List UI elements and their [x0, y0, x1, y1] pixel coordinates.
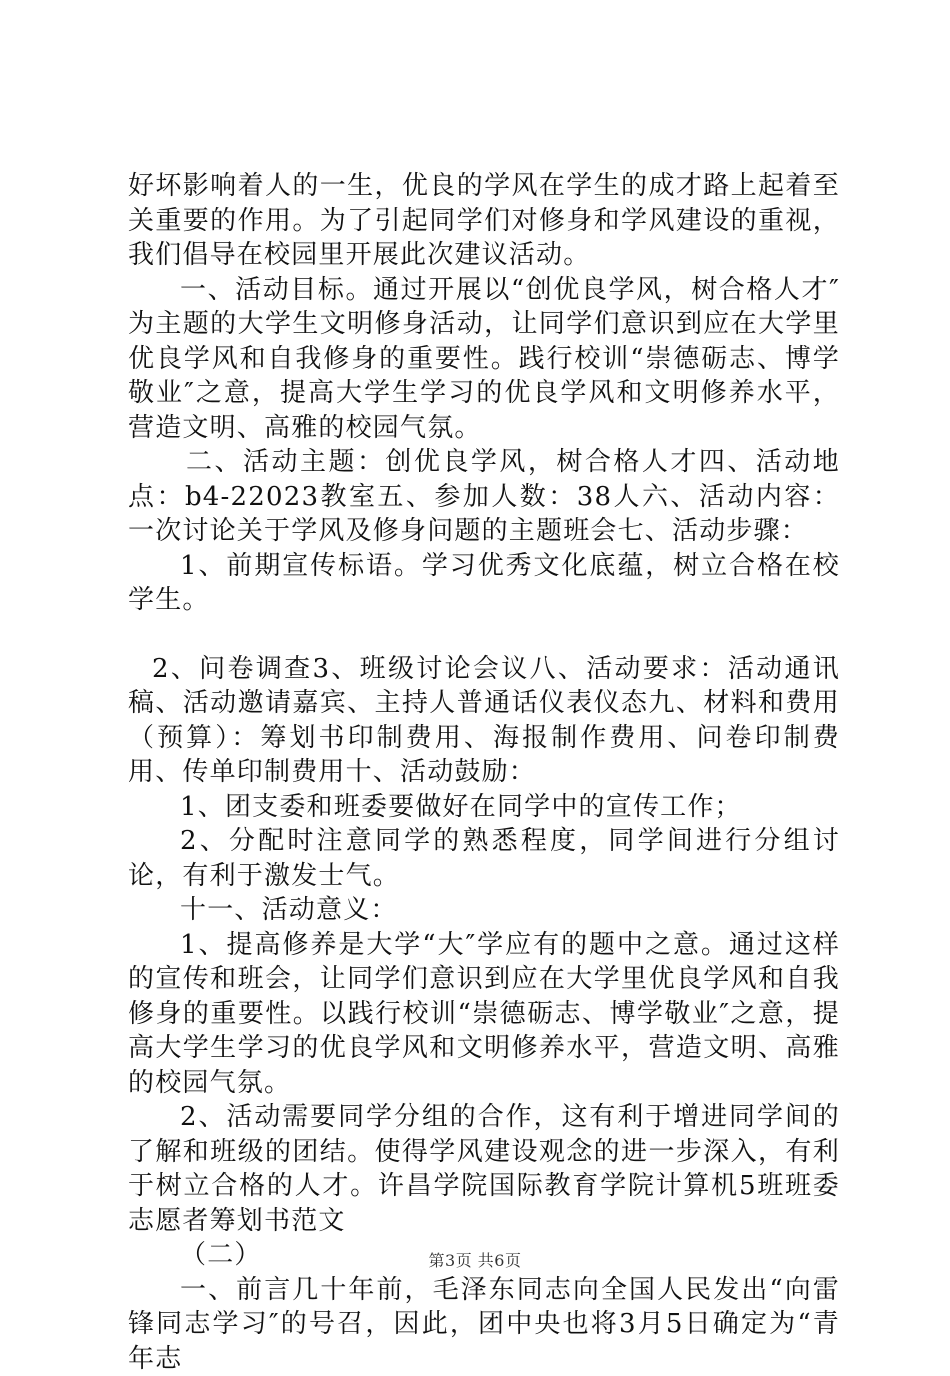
document-body: [128, 169, 840, 1376]
paragraph: 一、活动目标。通过开展以“创优良学风，树合格人才″为主题的大学生文明修身活动，让同学们意识到应在大学里优良学风和自我修身的重要性。践行校训“崇德砺志、博学敬业″之意，提高大学生学习的优良学风和文明修养水平，营造文明、高雅的校园气氛。: [128, 273, 840, 446]
paragraph: 二、活动主题：创优良学风，树合格人才四、活动地点：b4-22023教室五、参加人数：38人六、活动内容：一次讨论关于学风及修身问题的主题班会七、活动步骤：: [128, 445, 840, 549]
paragraph: 1、提高修养是大学“大″学应有的题中之意。通过这样的宣传和班会，让同学们意识到应在大学里优良学风和自我修身的重要性。以践行校训“崇德砺志、博学敬业″之意，提高大学生学习的优良学风和文明修养水平，营造文明、高雅的校园气氛。: [128, 928, 840, 1101]
paragraph: 一、前言几十年前，毛泽东同志向全国人民发出“向雷锋同志学习″的号召，因此，团中央也将3月5日确定为“青年志: [128, 1273, 840, 1376]
section-number: （二）: [128, 1238, 840, 1273]
page-number-footer: 第3页 共6页: [0, 1248, 950, 1271]
paragraph-gap: [128, 618, 840, 652]
paragraph: 好坏影响着人的一生，优良的学风在学生的成才路上起着至关重要的作用。为了引起同学们对修身和学风建设的重视，我们倡导在校园里开展此次建议活动。: [128, 169, 840, 273]
paragraph: 2、活动需要同学分组的合作，这有利于增进同学间的了解和班级的团结。使得学风建设观念的进一步深入，有利于树立合格的人才。许昌学院国际教育学院计算机5班班委志愿者筹划书范文: [128, 1100, 840, 1238]
paragraph: 2、分配时注意同学的熟悉程度，同学间进行分组讨论，有利于激发士气。: [128, 824, 840, 893]
paragraph: 1、前期宣传标语。学习优秀文化底蕴，树立合格在校学生。: [128, 549, 840, 618]
paragraph: 2、问卷调查3、班级讨论会议八、活动要求：活动通讯稿、活动邀请嘉宾、主持人普通话仪表仪态九、材料和费用（预算）：筹划书印制费用、海报制作费用、问卷印制费用、传单印制费用十、活动鼓励：: [128, 652, 840, 790]
section-heading: 十一、活动意义：: [128, 893, 840, 928]
paragraph: 1、团支委和班委要做好在同学中的宣传工作；: [128, 790, 840, 825]
